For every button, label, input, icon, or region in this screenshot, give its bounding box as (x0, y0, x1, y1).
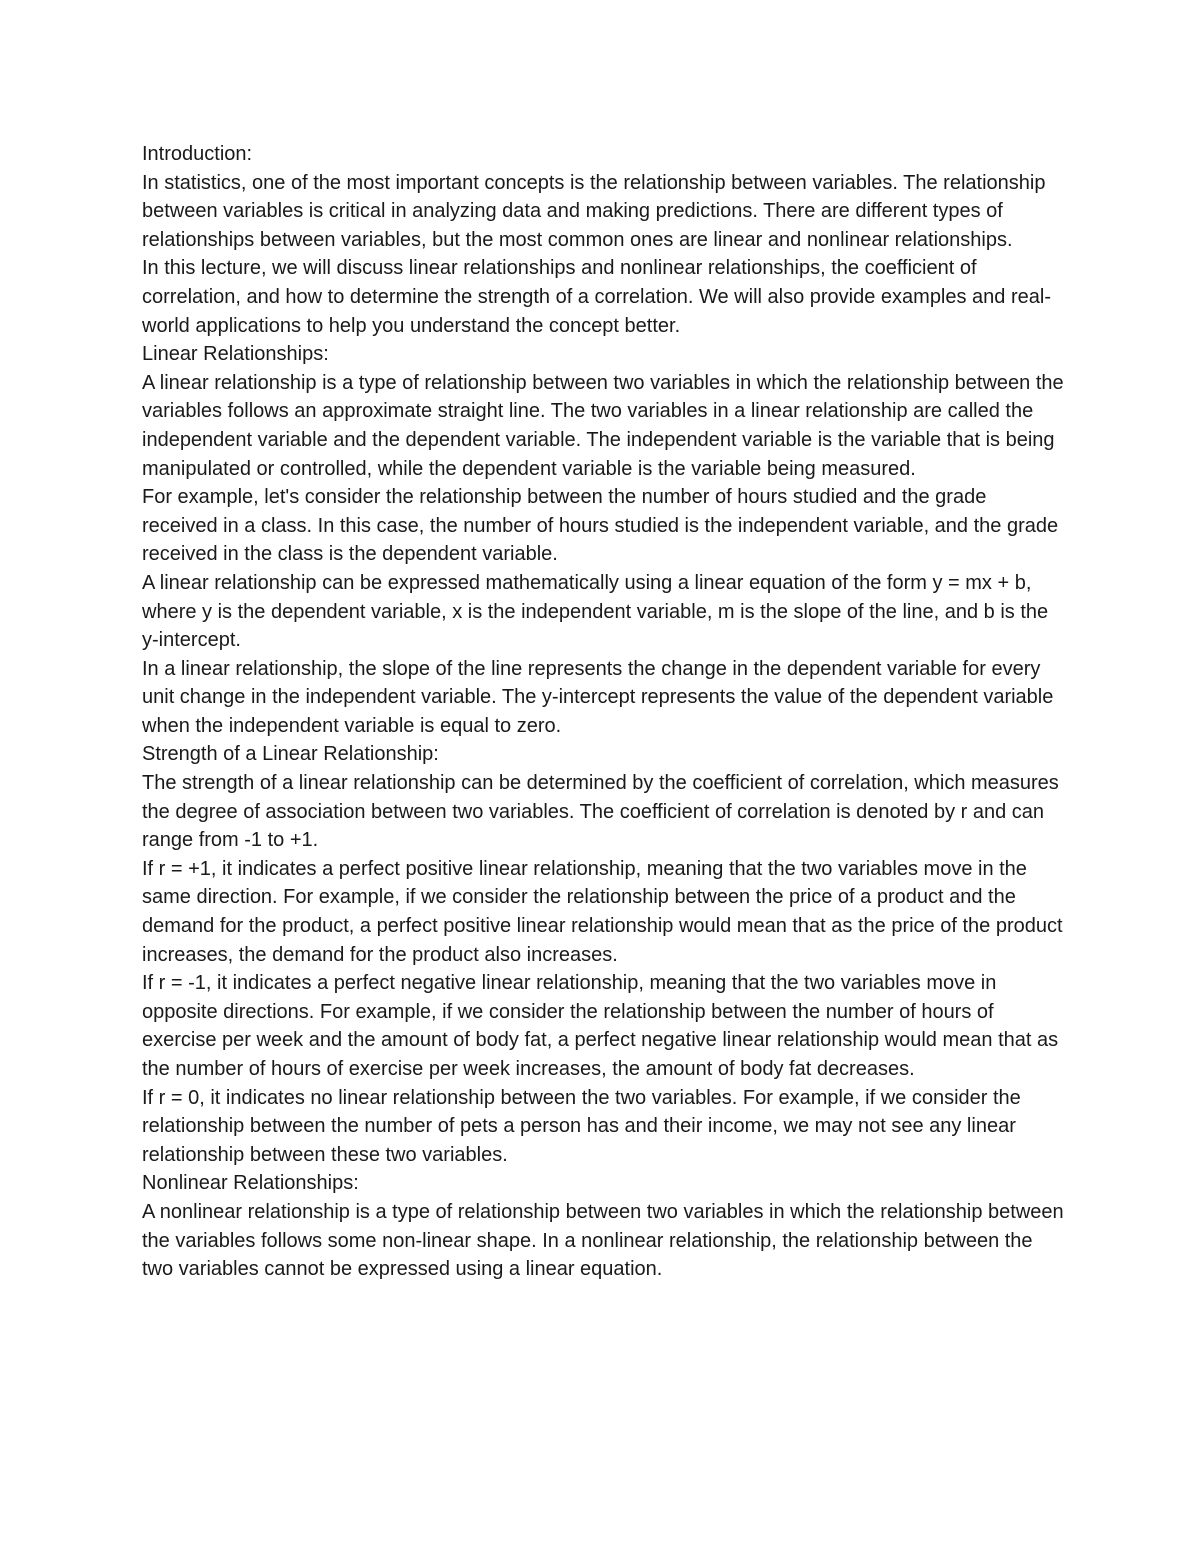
paragraph-no-correlation: If r = 0, it indicates no linear relationship between the two variables. For example, if we consider the relationship between the number of pets a person has and their income, we may not see any linear relationship between these two variables. (142, 1086, 1021, 1166)
paragraph-slope-intercept: In a linear relationship, the slope of the line represents the change in the dependent variable for every unit change in the independent variable. The y-intercept represents the value of the dependent variable when the independent variable is equal to zero. (142, 657, 1054, 737)
paragraph-positive-correlation: If r = +1, it indicates a perfect positive linear relationship, meaning that the two variables move in the same direction. For example, if we consider the relationship between the price of a product and the demand for the product, a perfect positive linear relationship would mean that as the price of the product increases, the demand for the product also increases. (142, 857, 1063, 966)
heading-strength: Strength of a Linear Relationship: (142, 743, 439, 766)
heading-introduction: Introduction: (142, 143, 253, 165)
paragraph-linear-definition: A linear relationship is a type of relationship between two variables in which the relationship between the variables follows an approximate straight line. The two variables in a linear relationship are called the independent variable and the dependent variable. The independent variable is the variable that is being manipulated or controlled, while the dependent variable is the variable being measured. (142, 371, 1064, 480)
paragraph-linear-equation: A linear relationship can be expressed mathematically using a linear equation of the form y = mx + b, where y is the dependent variable, x is the independent variable, m is the slope of the line, and b is the y-intercept. (142, 571, 1049, 652)
document-body (142, 140, 1064, 1284)
paragraph-nonlinear-definition: A nonlinear relationship is a type of relationship between two variables in which the relationship between the variables follows some non-linear shape. In a nonlinear relationship, the relationship between the two variables cannot be expressed using a linear equation. (142, 1200, 1064, 1281)
heading-nonlinear-relationships: Nonlinear Relationships: (142, 1172, 359, 1195)
paragraph-correlation-coefficient: The strength of a linear relationship can be determined by the coefficient of correlation, which measures the degree of association between two variables. The coefficient of correlation is denoted by r and can range from -1 to +1. (142, 772, 1059, 852)
paragraph-linear-example: For example, let's consider the relationship between the number of hours studied and the grade received in a class. In this case, the number of hours studied is the independent variable, and the grade received in the class is the dependent variable. (142, 486, 1059, 566)
paragraph-negative-correlation: If r = -1, it indicates a perfect negative linear relationship, meaning that the two variables move in opposite directions. For example, if we consider the relationship between the number of hours of exercise per week and the amount of body fat, a perfect negative linear relationship would mean that as the number of hours of exercise per week increases, the amount of body fat decreases. (142, 972, 1059, 1080)
paragraph-intro-statistics: In statistics, one of the most important concepts is the relationship between variables. The relationship between variables is critical in analyzing data and making predictions. There are different types of relationships between variables, but the most common ones are linear and nonlinear relationships. (142, 171, 1046, 251)
paragraph-lecture-overview: In this lecture, we will discuss linear relationships and nonlinear relationships, the coefficient of correlation, and how to determine the strength of a correlation. We will also provide examples and real-world applications to help you understand the concept better. (142, 257, 1051, 337)
heading-linear-relationships: Linear Relationships: (142, 343, 329, 366)
